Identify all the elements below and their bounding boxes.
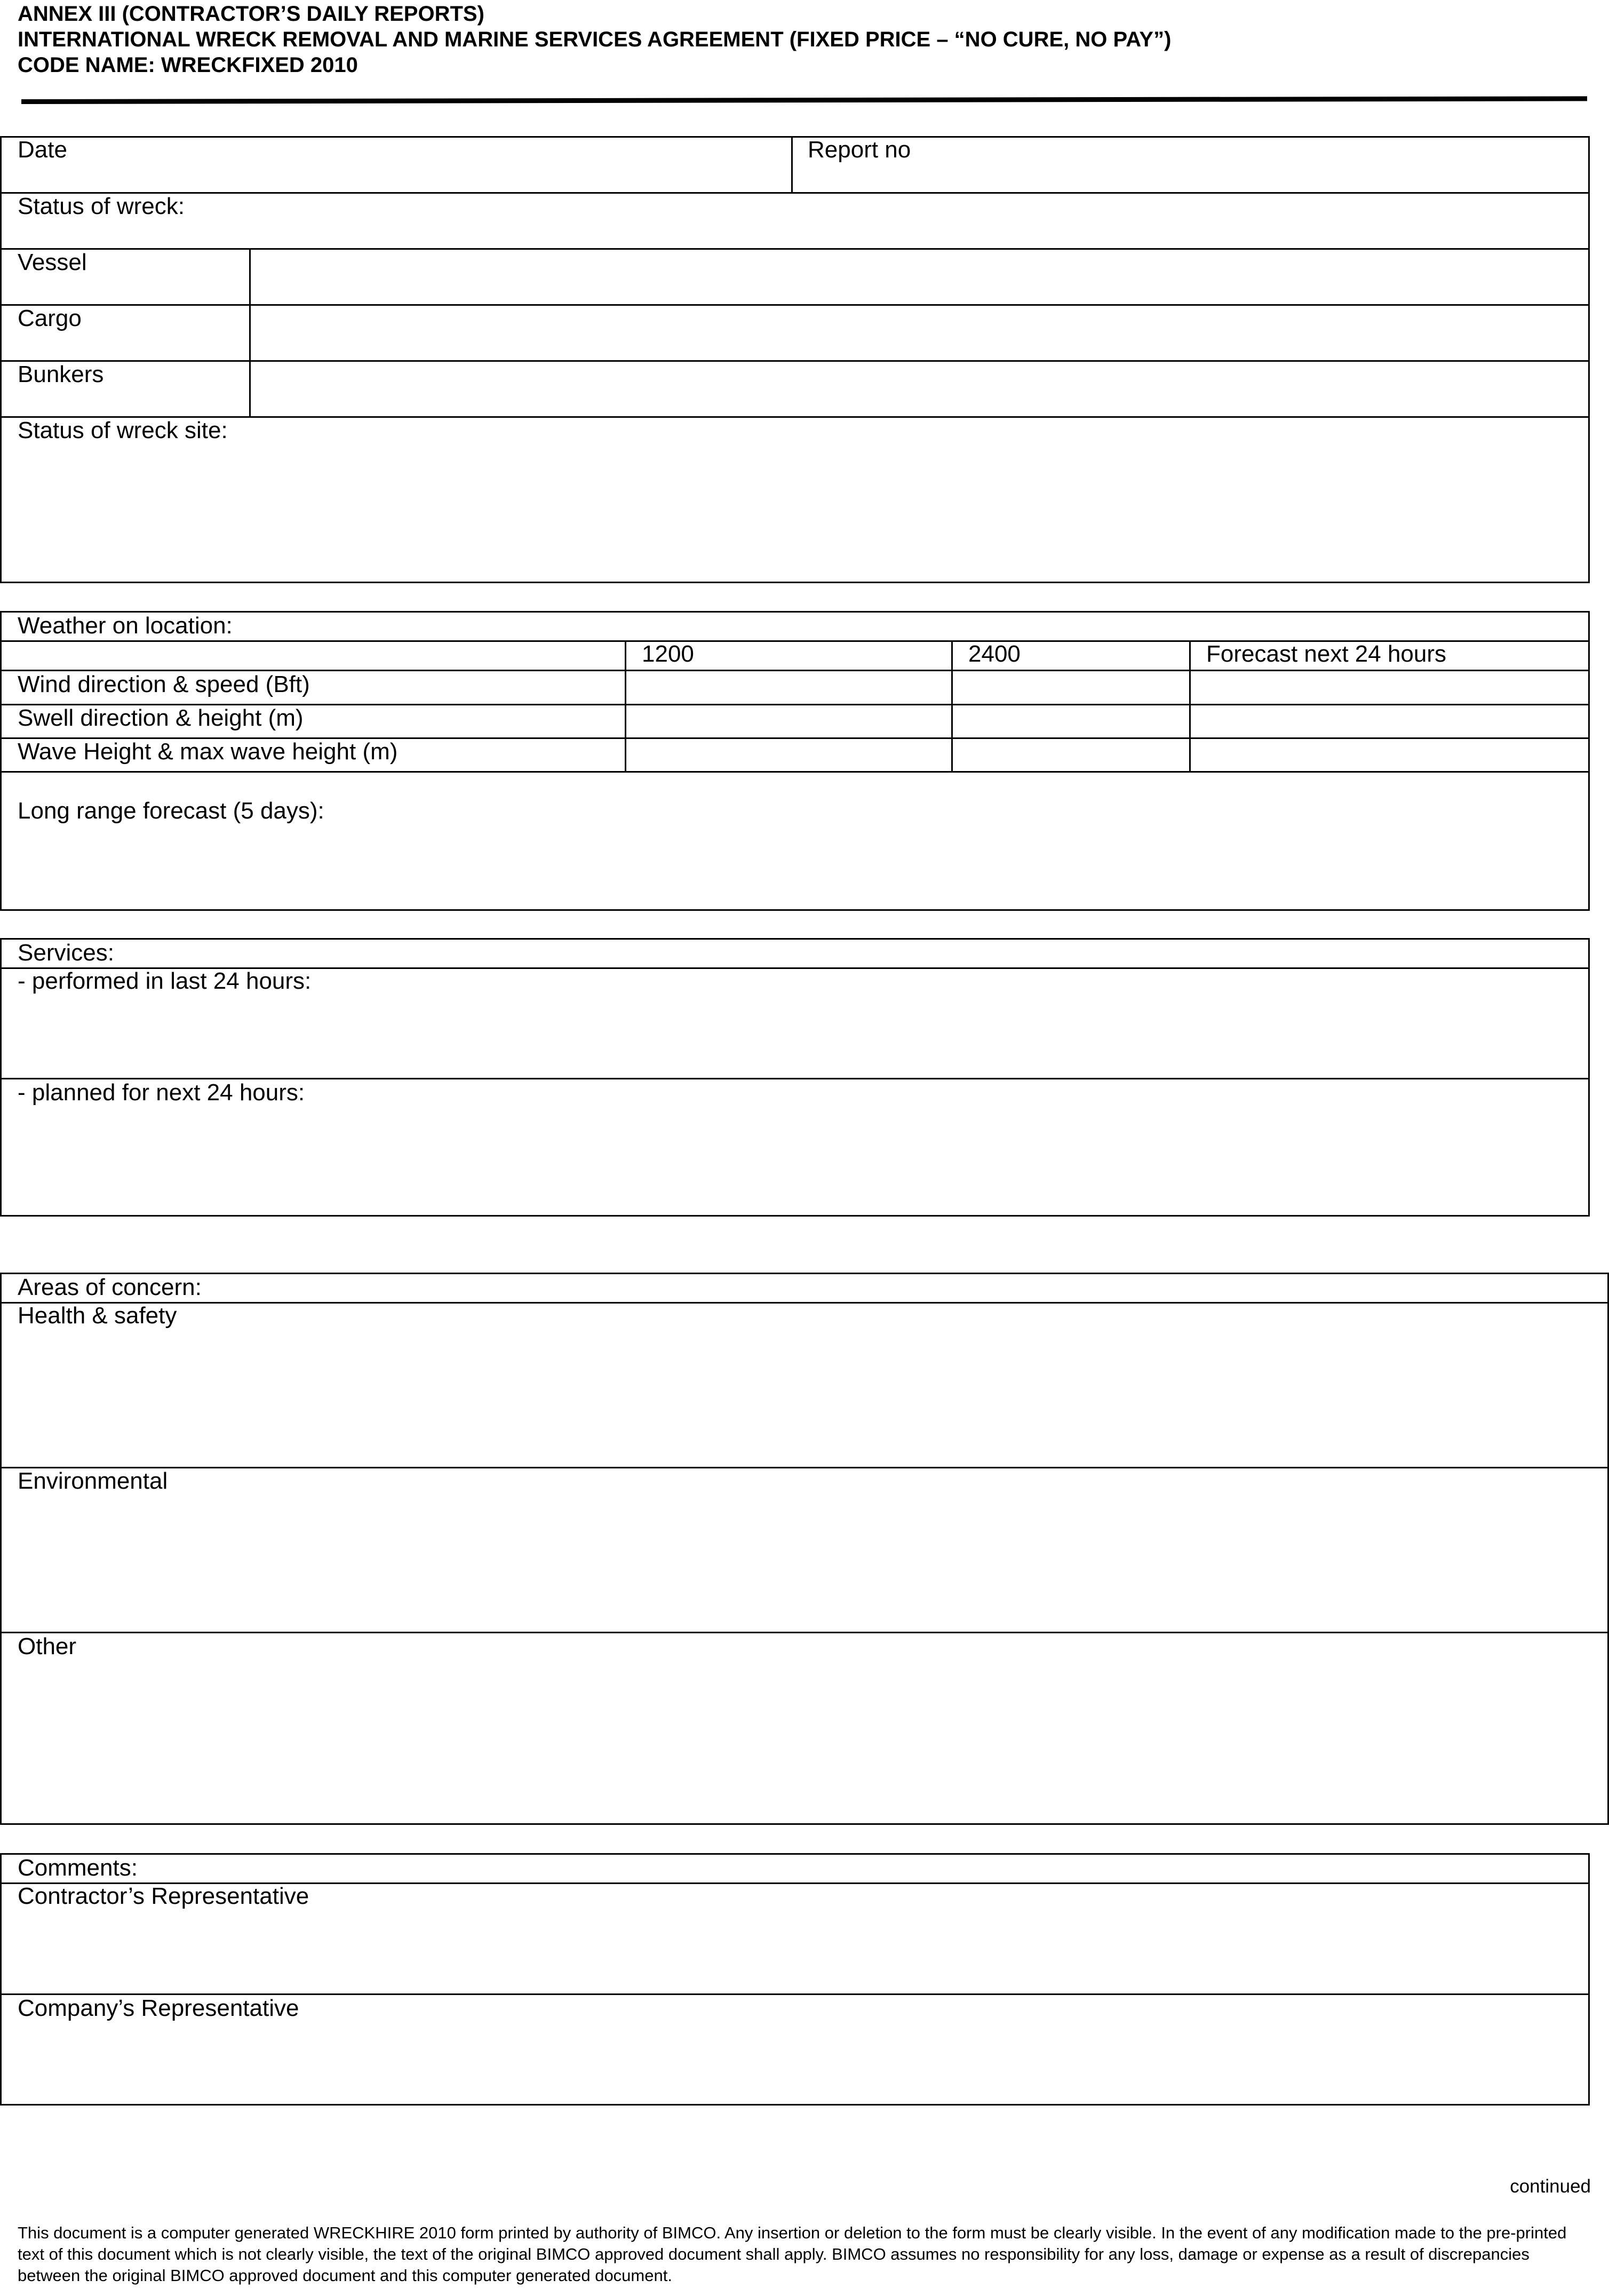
- date-field[interactable]: [2, 138, 791, 192]
- wave-forecast-field[interactable]: [1191, 739, 1588, 771]
- report-no-field[interactable]: [793, 138, 1588, 192]
- services-title: Services:: [18, 940, 114, 966]
- long-range-label: Long range forecast (5 days):: [18, 798, 324, 824]
- status-of-wreck-label: Status of wreck:: [18, 193, 185, 219]
- planned-label: - planned for next 24 hours:: [18, 1079, 305, 1106]
- weather-title: Weather on location:: [18, 613, 233, 639]
- performed-label: - performed in last 24 hours:: [18, 968, 312, 994]
- report-no-label: Report no: [808, 137, 911, 163]
- wave-label: Wave Height & max wave height (m): [18, 738, 398, 765]
- wind-label: Wind direction & speed (Bft): [18, 671, 310, 697]
- performed-field[interactable]: [2, 996, 1588, 1078]
- bunkers-label: Bunkers: [18, 361, 104, 387]
- environmental-field[interactable]: [2, 1496, 1607, 1632]
- services-table: [0, 938, 1590, 1217]
- environmental-label: Environmental: [18, 1468, 168, 1494]
- vessel-field[interactable]: [251, 250, 1588, 304]
- col-2400: 2400: [968, 641, 1021, 667]
- other-field[interactable]: [2, 1661, 1607, 1823]
- annex-title: ANNEX III (CONTRACTOR’S DAILY REPORTS): [18, 2, 484, 26]
- comments-table: [0, 1853, 1590, 2106]
- bunkers-field[interactable]: [251, 362, 1588, 416]
- code-name: CODE NAME: WRECKFIXED 2010: [18, 53, 358, 77]
- swell-1200-field[interactable]: [626, 705, 951, 737]
- planned-field[interactable]: [2, 1107, 1588, 1215]
- footer-disclaimer: This document is a computer generated WRECKHIRE 2010 form printed by authority of BIMCO. Any insertion or deletion to the form must be clearly visible. In the event of any modification made to the pre-printed text of this document which is not clearly visible, the text of the original BIMCO approved document shall apply. BIMCO assumes no responsibility for any loss, damage or expense as a result of discrepancies between the original BIMCO approved document and this computer generated document.: [18, 2223, 1567, 2285]
- cargo-field[interactable]: [251, 306, 1588, 360]
- wreck-site-field[interactable]: [2, 418, 1588, 582]
- company-rep-field[interactable]: [2, 2023, 1588, 2104]
- wind-2400-field[interactable]: [953, 671, 1189, 704]
- wave-1200-field[interactable]: [626, 739, 951, 771]
- long-range-field[interactable]: [2, 773, 1588, 909]
- header-rule: [21, 96, 1587, 104]
- swell-label: Swell direction & height (m): [18, 705, 304, 731]
- weather-table: [0, 611, 1590, 911]
- other-label: Other: [18, 1633, 77, 1659]
- agreement-title: INTERNATIONAL WRECK REMOVAL AND MARINE SERVICES AGREEMENT (FIXED PRICE – “NO CURE, NO PAY”): [18, 28, 1172, 51]
- health-safety-label: Health & safety: [18, 1302, 177, 1329]
- swell-2400-field[interactable]: [953, 705, 1189, 737]
- wind-1200-field[interactable]: [626, 671, 951, 704]
- col-forecast: Forecast next 24 hours: [1206, 641, 1447, 667]
- date-label: Date: [18, 137, 67, 163]
- concerns-title: Areas of concern:: [18, 1274, 202, 1300]
- concerns-table: [0, 1273, 1609, 1825]
- comments-title: Comments:: [18, 1855, 138, 1881]
- company-rep-label: Company’s Representative: [18, 1995, 299, 2021]
- col-1200: 1200: [642, 641, 694, 667]
- contractor-rep-label: Contractor’s Representative: [18, 1883, 309, 1909]
- wind-forecast-field[interactable]: [1191, 671, 1588, 704]
- cargo-label: Cargo: [18, 305, 82, 331]
- contractor-rep-field[interactable]: [2, 1911, 1588, 1993]
- wave-2400-field[interactable]: [953, 739, 1189, 771]
- continued-note: continued: [1510, 2176, 1591, 2197]
- status-of-wreck-site-label: Status of wreck site:: [18, 417, 228, 443]
- swell-forecast-field[interactable]: [1191, 705, 1588, 737]
- vessel-label: Vessel: [18, 249, 87, 275]
- wreck-status-table: [0, 136, 1590, 583]
- health-safety-field[interactable]: [2, 1330, 1607, 1467]
